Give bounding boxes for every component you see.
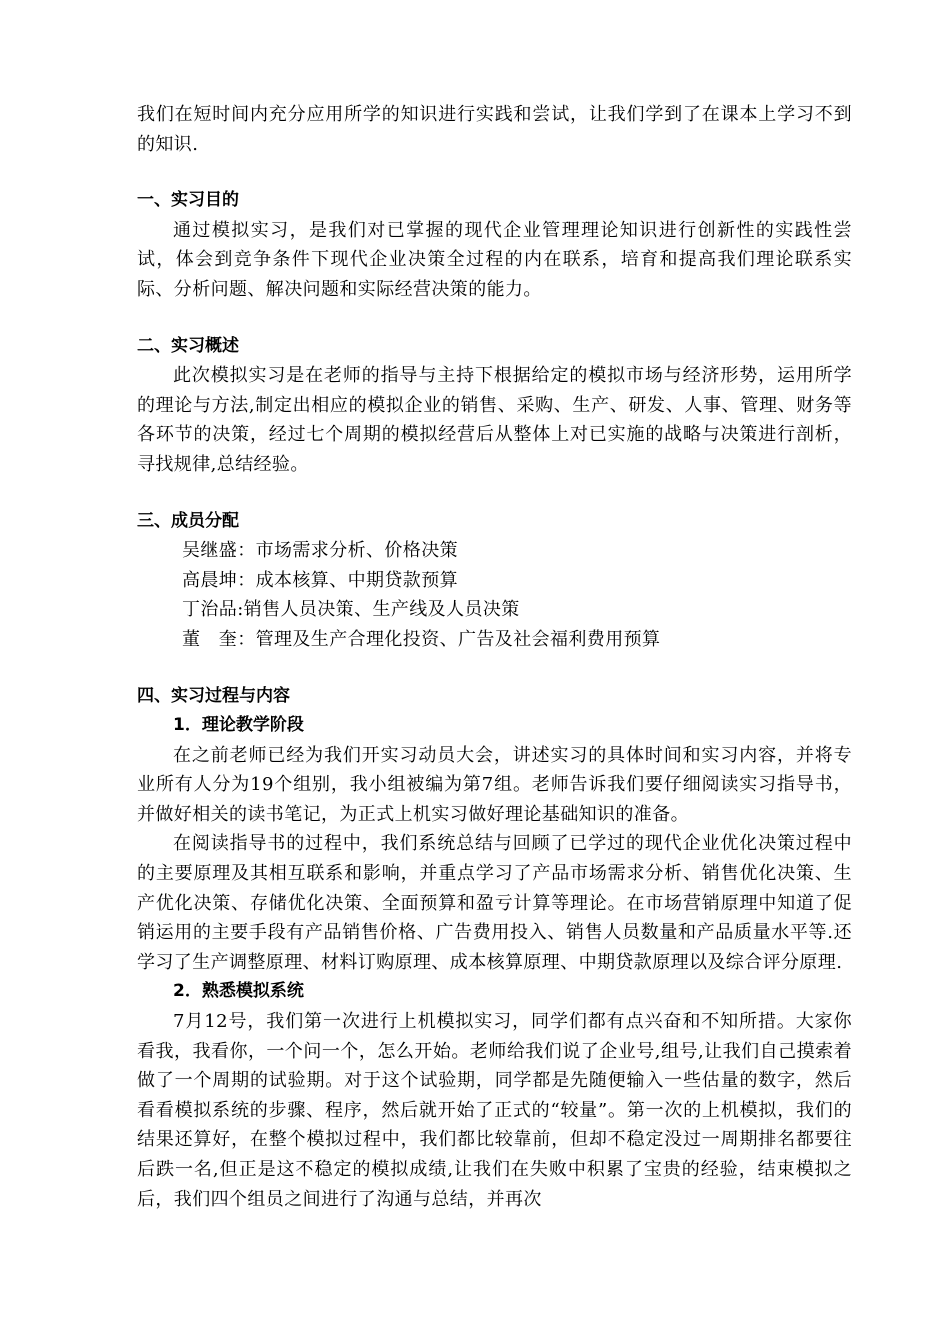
member-item: 董 奎：管理及生产合理化投资、广告及社会福利费用预算 bbox=[182, 628, 661, 650]
purpose-paragraph: 通过模拟实习，是我们对已掌握的现代企业管理理论知识进行创新性的实践性尝试，体会到竞争条件下现代企业决策全过程的内在联系，培育和提高我们理论联系实际、分析问题、解决问题和实际经营决策的能力。 bbox=[137, 219, 852, 300]
spacer bbox=[137, 305, 852, 332]
section-heading-purpose: 一、实习目的 bbox=[137, 190, 239, 211]
subheading-simulation: 2．熟悉模拟系统 bbox=[173, 981, 304, 1002]
member-item: 吴继盛：市场需求分析、价格决策 bbox=[182, 540, 458, 562]
section-heading-overview: 二、实习概述 bbox=[137, 335, 239, 356]
member-item: 高晨坤：成本核算、中期贷款预算 bbox=[182, 569, 458, 591]
intro-paragraph: 我们在短时间内充分应用所学的知识进行实践和尝试，让我们学到了在课本上学习不到的知识. bbox=[137, 104, 852, 155]
section-heading-process: 四、实习过程与内容 bbox=[137, 685, 290, 706]
spacer bbox=[137, 655, 852, 682]
member-item: 丁治品:销售人员决策、生产线及人员决策 bbox=[182, 599, 520, 621]
spacer bbox=[137, 480, 852, 507]
spacer bbox=[137, 159, 852, 186]
subheading-theory: 1．理论教学阶段 bbox=[173, 715, 304, 736]
simulation-paragraph: 7月12号，我们第一次进行上机模拟实习，同学们都有点兴奋和不知所措。大家你看我，我看你，一个问一个，怎么开始。老师给我们说了企业号,组号,让我们自己摸索着做了一个周期的试验期。对于这个试验期，同学都是先随便输入一些估量的数字，然后看看模拟系统的步骤、程序，然后就开始了正式的“较量”。第一次的上机模拟，我们的结果还算好，在整个模拟过程中，我们都比较靠前，但却不稳定没过一周期排名都要往后跌一名,但正是这不稳定的模拟成绩,让我们在失败中积累了宝贵的经验，结束模拟之后，我们四个组员之间进行了沟通与总结，并再次 bbox=[137, 1011, 852, 1210]
document-page bbox=[137, 100, 852, 1214]
section-heading-members: 三、成员分配 bbox=[137, 510, 239, 531]
theory-paragraph-2: 在阅读指导书的过程中，我们系统总结与回顾了已学过的现代企业优化决策过程中的主要原理及其相互联系和影响，并重点学习了产品市场需求分析、销售优化决策、生产优化决策、存储优化决策、全面预算和盈亏计算等理论。在市场营销原理中知道了促销运用的主要手段有产品销售价格、广告费用投入、销售人员数量和产品质量水平等.还学习了生产调整原理、材料订购原理、成本核算原理、中期贷款原理以及综合评分原理. bbox=[137, 833, 852, 973]
theory-paragraph-1: 在之前老师已经为我们开实习动员大会，讲述实习的具体时间和实习内容，并将专业所有人分为19个组别，我小组被编为第7组。老师告诉我们要仔细阅读实习指导书，并做好相关的读书笔记，为正式上机实习做好理论基础知识的准备。 bbox=[137, 744, 852, 825]
overview-paragraph: 此次模拟实习是在老师的指导与主持下根据给定的模拟市场与经济形势，运用所学的理论与方法,制定出相应的模拟企业的销售、采购、生产、研发、人事、管理、财务等各环节的决策，经过七个周期的模拟经营后从整体上对已实施的战略与决策进行剖析，寻找规律,总结经验。 bbox=[137, 365, 852, 475]
